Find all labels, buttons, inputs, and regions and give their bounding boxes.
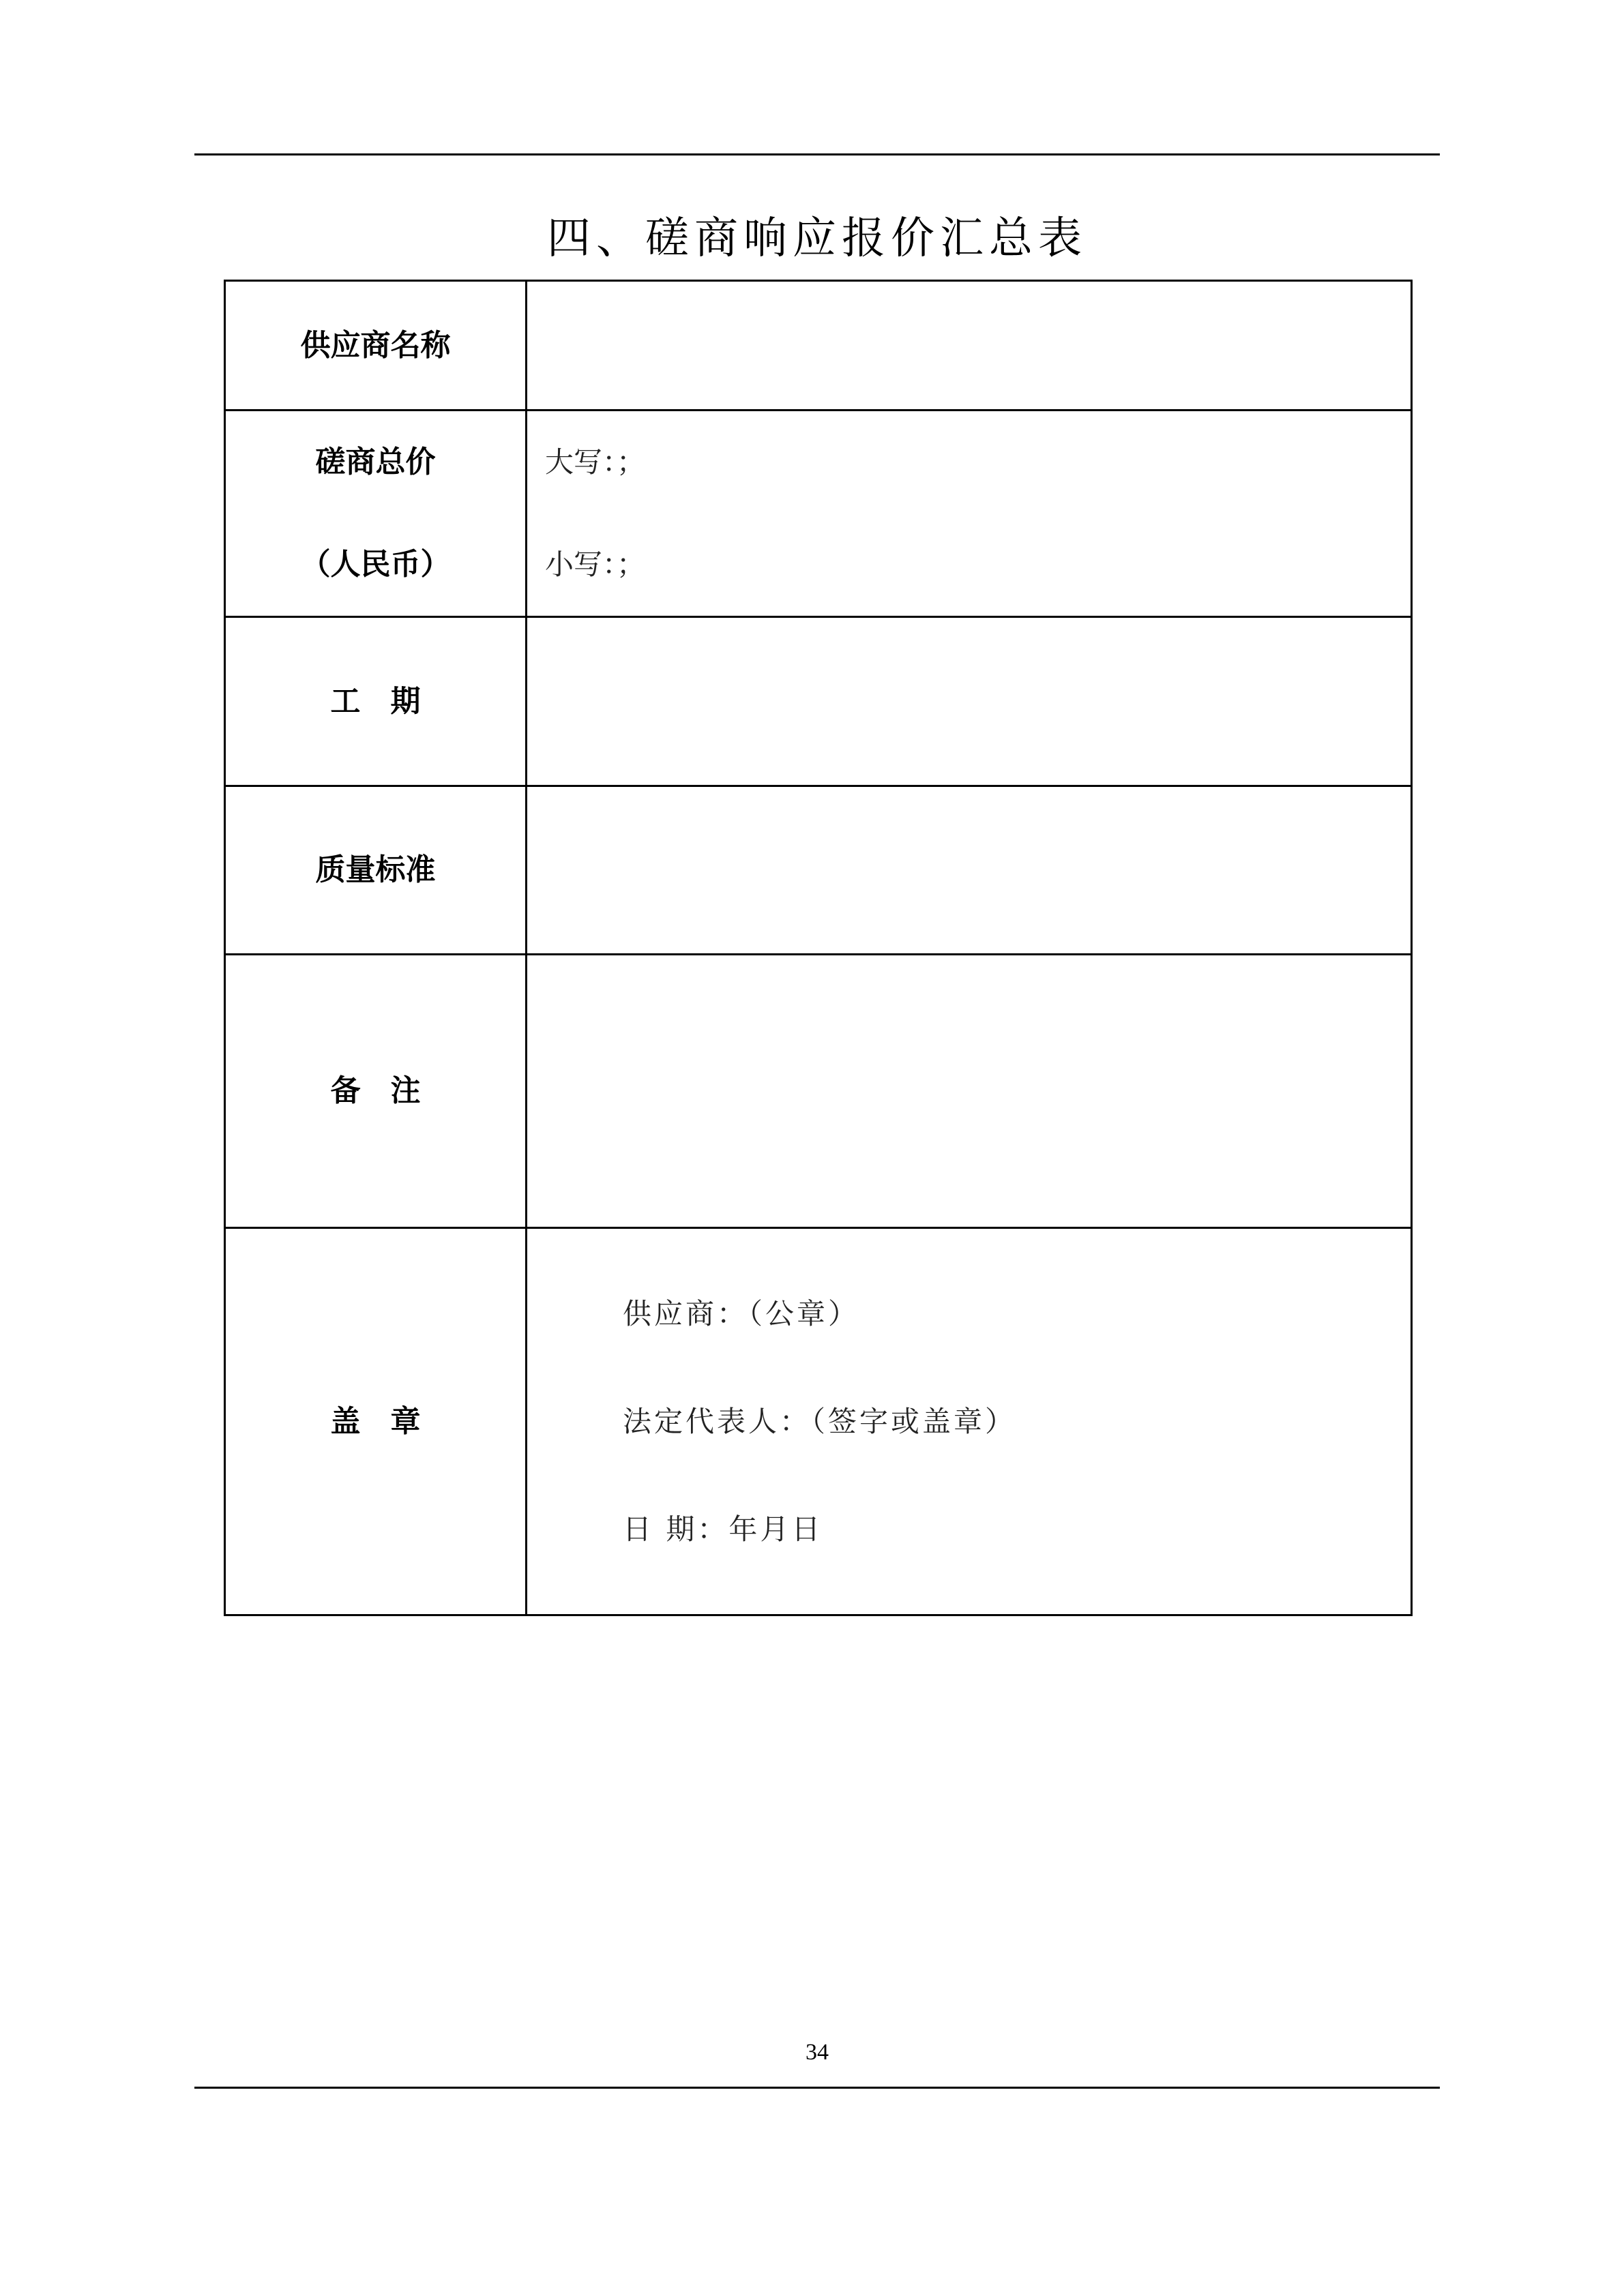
quality-standard-label-text: 质量标准 [315, 852, 436, 887]
page-number: 34 [806, 2040, 829, 2065]
legal-rep-line[interactable]: 法定代表人：（签字或盖章） [623, 1404, 1017, 1438]
page-title: 四、磋商响应报价汇总表 [547, 213, 1087, 264]
row-duration [225, 617, 1412, 786]
remarks-value[interactable] [527, 955, 1412, 1228]
quality-standard-value[interactable] [527, 786, 1412, 955]
seal-value[interactable] [527, 1228, 1412, 1615]
quote-summary-table [224, 280, 1413, 1616]
remarks-label [225, 955, 527, 1228]
footer-rule [194, 2087, 1440, 2089]
seal-label-text: 盖 章 [330, 1403, 421, 1439]
supplier-name-label-text: 供应商名称 [300, 327, 451, 363]
total-price-label-line2: （人民币） [300, 547, 451, 582]
supplier-seal-line[interactable]: 供应商：（公章） [623, 1296, 860, 1330]
supplier-name-label [225, 281, 527, 411]
row-seal [225, 1228, 1412, 1615]
date-line[interactable]: 日 期：年月日 [623, 1512, 823, 1546]
total-price-value[interactable] [527, 411, 1412, 617]
row-supplier-name [225, 281, 1412, 411]
seal-label [225, 1228, 527, 1615]
total-price-label-line1: 磋商总价 [315, 445, 436, 479]
total-price-label [225, 411, 527, 617]
duration-label [225, 617, 527, 786]
quality-standard-label [225, 786, 527, 955]
row-quality-standard [225, 786, 1412, 955]
duration-label-text: 工 期 [330, 683, 421, 719]
duration-value[interactable] [527, 617, 1412, 786]
price-uppercase-field[interactable]: 大写：； [545, 445, 646, 479]
header-rule [194, 153, 1440, 155]
supplier-name-value[interactable] [527, 281, 1412, 411]
row-remarks [225, 955, 1412, 1228]
price-lowercase-field[interactable]: 小写：； [545, 548, 646, 581]
row-total-price [225, 411, 1412, 617]
remarks-label-text: 备 注 [330, 1073, 421, 1108]
